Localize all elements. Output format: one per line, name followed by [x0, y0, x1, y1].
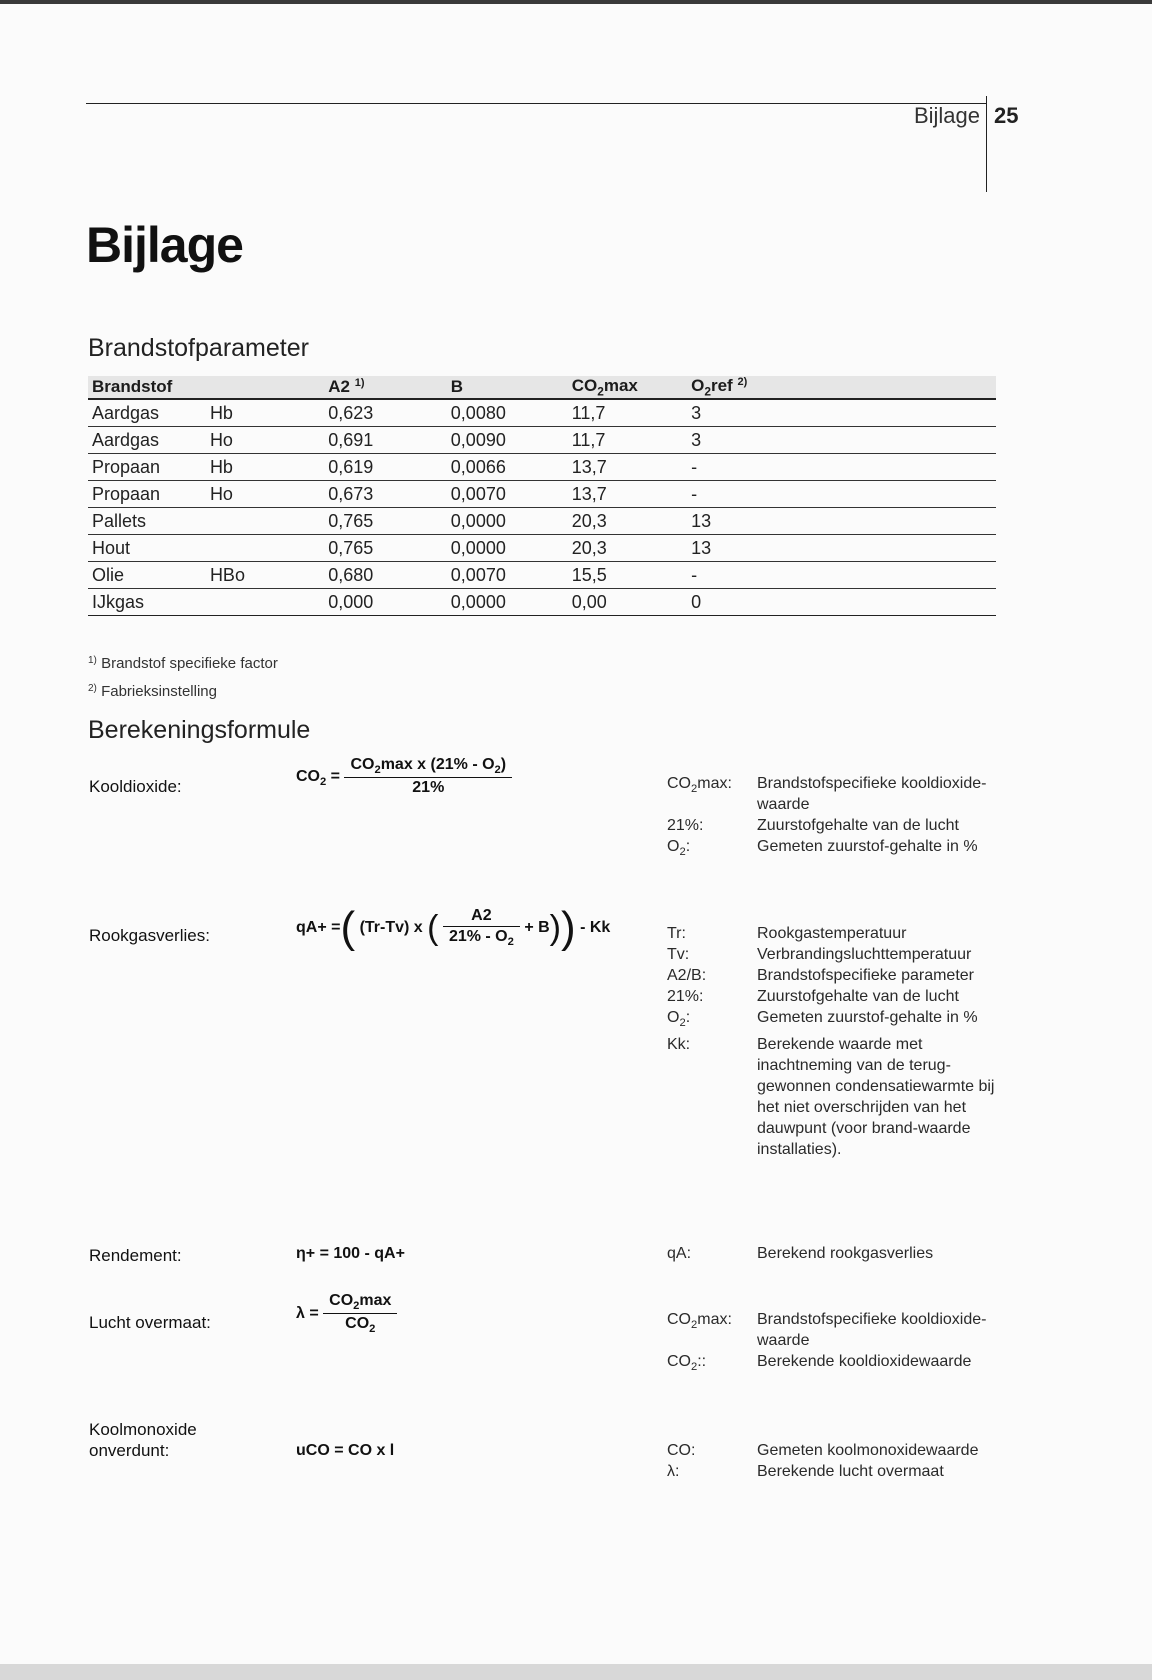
- cell-b: 0,0070: [447, 562, 568, 589]
- col-header-fuel: Brandstof: [88, 376, 206, 399]
- formula-co-undiluted: uCO = CO x l: [296, 1442, 395, 1459]
- cell-type: Ho: [206, 481, 324, 508]
- page-title: Bijlage: [86, 217, 243, 273]
- cell-a2: 0,619: [324, 454, 447, 481]
- legend-row: $O_2$: Gemeten zuurstof-gehalte in %: [667, 838, 978, 859]
- header-divider: [986, 96, 987, 192]
- cell-o2ref: 3: [687, 427, 996, 454]
- cell-type: [206, 535, 324, 562]
- fuel-parameter-table: [88, 376, 996, 616]
- cell-a2: 0,765: [324, 535, 447, 562]
- col-header-b: B: [447, 376, 568, 399]
- legend-co-undiluted: [667, 1440, 997, 1482]
- cell-b: 0,0066: [447, 454, 568, 481]
- formula-co2: $CO_2$ = $\frac{CO_2\max x (21\% - O_2)}{21\%}$: [296, 756, 512, 797]
- section-heading-fuel: Brandstofparameter: [88, 334, 309, 362]
- legend-row: Tr: Rookgastemperatuur: [667, 925, 907, 942]
- page-number: 25: [994, 103, 1019, 128]
- table-row: [88, 481, 996, 508]
- label-flue-gas-loss: Rookgasverlies:: [89, 926, 210, 945]
- scan-edge-bottom: [0, 1664, 1152, 1680]
- cell-type: Hb: [206, 454, 324, 481]
- cell-b: 0,0000: [447, 589, 568, 616]
- table-row: [88, 454, 996, 481]
- table-row: [88, 589, 996, 616]
- cell-type: [206, 589, 324, 616]
- cell-fuel: Pallets: [88, 508, 206, 535]
- footnote-1: $^{1)}$ Brandstof specifieke factor: [88, 655, 278, 672]
- fraction-a2: $\frac{A2}{21\% - O_2}$: [443, 907, 520, 948]
- table-row: [88, 399, 996, 427]
- label-excess-air: Lucht overmaat:: [89, 1313, 211, 1332]
- legend-row: $CO_2\max$: Brandstofspecifieke kooldioxide-waarde: [667, 775, 987, 813]
- cell-b: 0,0000: [447, 535, 568, 562]
- legend-flue-gas-loss: [667, 923, 997, 1160]
- col-header-type: [206, 376, 324, 399]
- formula-efficiency: η+ = 100 - qA+: [296, 1245, 405, 1262]
- table-header-row: [88, 376, 996, 399]
- cell-co2max: 13,7: [568, 481, 687, 508]
- cell-co2max: 20,3: [568, 535, 687, 562]
- legend-efficiency: [667, 1243, 997, 1264]
- cell-type: HBo: [206, 562, 324, 589]
- cell-co2max: 11,7: [568, 399, 687, 427]
- cell-o2ref: 3: [687, 399, 996, 427]
- col-header-co2max: $CO_2\max$: [568, 376, 687, 399]
- header-rule: [86, 103, 986, 104]
- fraction-co2: $\frac{CO_2\max x (21\% - O_2)}{21\%}$: [344, 756, 512, 797]
- cell-co2max: 20,3: [568, 508, 687, 535]
- cell-o2ref: -: [687, 454, 996, 481]
- cell-o2ref: 0: [687, 589, 996, 616]
- cell-co2max: 13,7: [568, 454, 687, 481]
- table-row: [88, 562, 996, 589]
- cell-o2ref: -: [687, 481, 996, 508]
- cell-b: 0,0000: [447, 508, 568, 535]
- cell-fuel: Propaan: [88, 481, 206, 508]
- cell-type: Hb: [206, 399, 324, 427]
- cell-o2ref: -: [687, 562, 996, 589]
- cell-fuel: Aardgas: [88, 399, 206, 427]
- legend-row: A2/B: Brandstofspecifieke parameter: [667, 967, 974, 984]
- cell-a2: 0,000: [324, 589, 447, 616]
- formula-flue-gas-loss: qA+ =( (Tr-Tv) x ( $\frac{A2}{21\% - O_2}$ + B)) - Kk: [296, 903, 611, 952]
- cell-b: 0,0070: [447, 481, 568, 508]
- scan-edge-top: [0, 0, 1152, 4]
- cell-b: 0,0080: [447, 399, 568, 427]
- legend-row: CO: Gemeten koolmonoxidewaarde: [667, 1442, 979, 1459]
- cell-a2: 0,623: [324, 399, 447, 427]
- legend-excess-air: [667, 1309, 997, 1378]
- label-co-undiluted: Koolmonoxide onverdunt:: [89, 1420, 197, 1460]
- fraction-lambda: $\frac{CO_2\max}{CO_2}$: [323, 1292, 397, 1335]
- table-row: [88, 535, 996, 562]
- col-header-o2ref: $O_2ref$ $^{2)}$: [687, 376, 996, 399]
- legend-row: λ: Berekende lucht overmaat: [667, 1463, 944, 1480]
- legend-row: Tv: Verbrandingsluchttemperatuur: [667, 946, 972, 963]
- cell-fuel: Aardgas: [88, 427, 206, 454]
- table-row: [88, 508, 996, 535]
- running-header: Bijlage: [913, 103, 980, 128]
- formula-excess-air: λ = $\frac{CO_2\max}{CO_2}$: [296, 1292, 397, 1335]
- cell-co2max: 11,7: [568, 427, 687, 454]
- table-footnotes: [88, 648, 278, 704]
- cell-fuel: IJkgas: [88, 589, 206, 616]
- cell-co2max: 15,5: [568, 562, 687, 589]
- footnote-2: $^{2)}$ Fabrieksinstelling: [88, 683, 217, 700]
- cell-type: Ho: [206, 427, 324, 454]
- cell-fuel: Olie: [88, 562, 206, 589]
- cell-a2: 0,673: [324, 481, 447, 508]
- legend-row: 21%: Zuurstofgehalte van de lucht: [667, 817, 959, 834]
- legend-row: $O_2$: Gemeten zuurstof-gehalte in %: [667, 1009, 978, 1030]
- cell-fuel: Hout: [88, 535, 206, 562]
- legend-row: $CO_2$:: Berekende kooldioxidewaarde: [667, 1353, 972, 1374]
- cell-o2ref: 13: [687, 535, 996, 562]
- section-heading-formulas: Berekeningsformule: [88, 716, 311, 744]
- table-row: [88, 427, 996, 454]
- cell-a2: 0,680: [324, 562, 447, 589]
- legend-row: Kk: Berekende waarde met inachtneming van de terug-gewonnen condensatiewarmte bij het niet overschrijden van het dauwpunt (voor brand-waarde installaties).: [667, 1036, 995, 1159]
- legend-row: $CO_2\max$: Brandstofspecifieke kooldioxide-waarde: [667, 1311, 987, 1349]
- cell-co2max: 0,00: [568, 589, 687, 616]
- legend-co2: [667, 773, 997, 863]
- cell-o2ref: 13: [687, 508, 996, 535]
- cell-a2: 0,691: [324, 427, 447, 454]
- label-co2: Kooldioxide:: [89, 777, 182, 796]
- cell-type: [206, 508, 324, 535]
- legend-row: qA: Berekend rookgasverlies: [667, 1245, 934, 1262]
- cell-b: 0,0090: [447, 427, 568, 454]
- label-efficiency: Rendement:: [89, 1246, 182, 1265]
- cell-fuel: Propaan: [88, 454, 206, 481]
- cell-a2: 0,765: [324, 508, 447, 535]
- col-header-a2: A2 $^{1)}$: [324, 376, 447, 399]
- legend-row: 21%: Zuurstofgehalte van de lucht: [667, 988, 959, 1005]
